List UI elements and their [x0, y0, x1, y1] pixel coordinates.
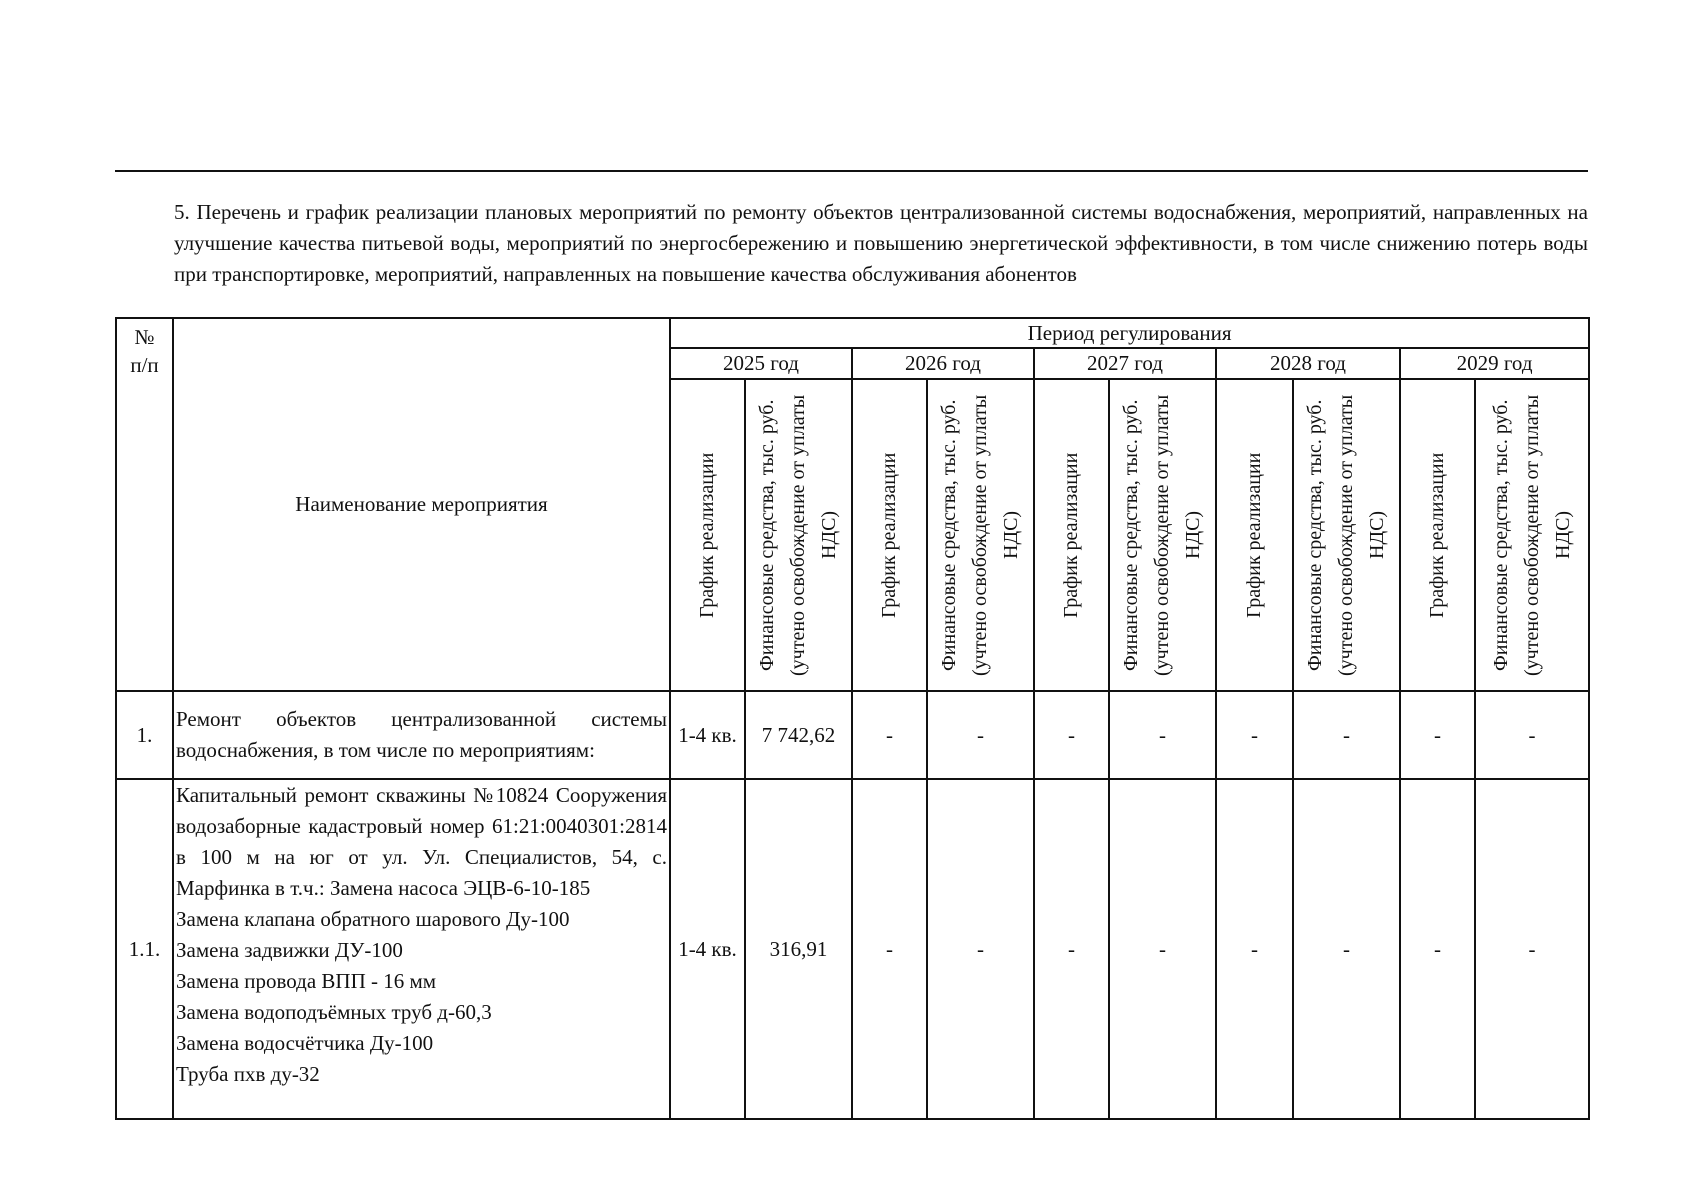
cell-schedule-2025: 1-4 кв. [670, 779, 745, 1119]
year-header-2026: 2026 год [852, 348, 1034, 379]
year-header-2025: 2025 год [670, 348, 852, 379]
cell-schedule-2026: - [852, 691, 927, 779]
header-rule [115, 170, 1588, 172]
row-name-item: Замена водосчётчика Ду-100 [176, 1031, 434, 1055]
subheader-schedule-2028 [1216, 379, 1293, 691]
subheader-finance-2028 [1293, 379, 1400, 691]
subheader-schedule-text: График реализации [1426, 452, 1448, 618]
subheader-finance-2029 [1475, 379, 1589, 691]
year-header-2028: 2028 год [1216, 348, 1400, 379]
row-name-item: Труба пхв ду-32 [176, 1062, 320, 1086]
cell-schedule-2026: - [852, 779, 927, 1119]
year-header-2029: 2029 год [1400, 348, 1589, 379]
subheader-finance-text: Финансовые средства, тыс. руб. (учтено освобождение от уплаты НДС) [1120, 394, 1204, 676]
cell-schedule-2028: - [1216, 779, 1293, 1119]
subheader-schedule-2027 [1034, 379, 1109, 691]
activities-table [115, 317, 1590, 1120]
subheader-finance-text: Финансовые средства, тыс. руб. (учтено освобождение от уплаты НДС) [938, 394, 1022, 676]
period-header: Период регулирования [670, 318, 1589, 348]
row-name-item: Замена клапана обратного шарового Ду-100 [176, 907, 570, 931]
subheader-finance-text: Финансовые средства, тыс. руб. (учтено освобождение от уплаты НДС) [1489, 394, 1574, 676]
cell-finance-2027: - [1109, 691, 1216, 779]
subheader-finance-2026 [927, 379, 1034, 691]
cell-finance-2025: 7 742,62 [745, 691, 852, 779]
row-number: 1. [116, 691, 173, 779]
cell-schedule-2028: - [1216, 691, 1293, 779]
cell-finance-2028: - [1293, 779, 1400, 1119]
subheader-schedule-text: График реализации [1243, 452, 1265, 618]
cell-finance-2026: - [927, 691, 1034, 779]
subheader-finance-text: Финансовые средства, тыс. руб. (учтено освобождение от уплаты НДС) [1304, 394, 1388, 676]
year-header-2027: 2027 год [1034, 348, 1216, 379]
cell-schedule-2029: - [1400, 691, 1475, 779]
cell-finance-2029: - [1475, 779, 1589, 1119]
row-name: Ремонт объектов централизованной системы водоснабжения, в том числе по мероприятиям: [173, 691, 670, 779]
subheader-schedule-2025 [670, 379, 745, 691]
subheader-finance-2027 [1109, 379, 1216, 691]
subheader-schedule-text: График реализации [878, 452, 900, 618]
subheader-schedule-2029 [1400, 379, 1475, 691]
cell-finance-2025: 316,91 [745, 779, 852, 1119]
col-num-header-text: № п/п [130, 325, 159, 377]
cell-finance-2028: - [1293, 691, 1400, 779]
section-heading: 5. Перечень и график реализации плановых мероприятий по ремонту объектов централизованной системы водоснабжения, мероприятий, направленных на улучшение качества питьевой воды, мероприятий по энергосбережению и повышению энергетической эффективности, в том числе снижению потерь воды при транспортировке, мероприятий, направленных на повышение качества обслуживания абонентов [174, 200, 1588, 286]
row-name-item: Замена водоподъёмных труб д-60,3 [176, 1000, 492, 1024]
table-row [116, 691, 1589, 779]
table-row [116, 779, 1589, 1119]
row-name-item: Замена провода ВПП - 16 мм [176, 969, 437, 993]
subheader-schedule-2026 [852, 379, 927, 691]
subheader-finance-text: Финансовые средства, тыс. руб. (учтено освобождение от уплаты НДС) [756, 394, 840, 676]
cell-schedule-2027: - [1034, 691, 1109, 779]
cell-finance-2029: - [1475, 691, 1589, 779]
col-name-header: Наименование мероприятия [173, 318, 670, 691]
col-num-header [116, 318, 173, 691]
subheader-finance-2025 [745, 379, 852, 691]
row-name [173, 779, 670, 1119]
cell-schedule-2029: - [1400, 779, 1475, 1119]
cell-finance-2027: - [1109, 779, 1216, 1119]
subheader-schedule-text: График реализации [696, 452, 718, 618]
cell-schedule-2025: 1-4 кв. [670, 691, 745, 779]
row-name-intro: Капитальный ремонт скважины №10824 Сооружения водозаборные кадастровый номер 61:21:0040301:2814 в 100 м на юг от ул. Ул. Специалистов, 54, с. Марфинка в т.ч.: Замена насоса ЭЦВ-6-10-185 [176, 783, 667, 900]
row-name-item: Замена задвижки ДУ-100 [176, 938, 403, 962]
cell-schedule-2027: - [1034, 779, 1109, 1119]
cell-finance-2026: - [927, 779, 1034, 1119]
subheader-schedule-text: График реализации [1060, 452, 1082, 618]
row-number: 1.1. [116, 779, 173, 1119]
